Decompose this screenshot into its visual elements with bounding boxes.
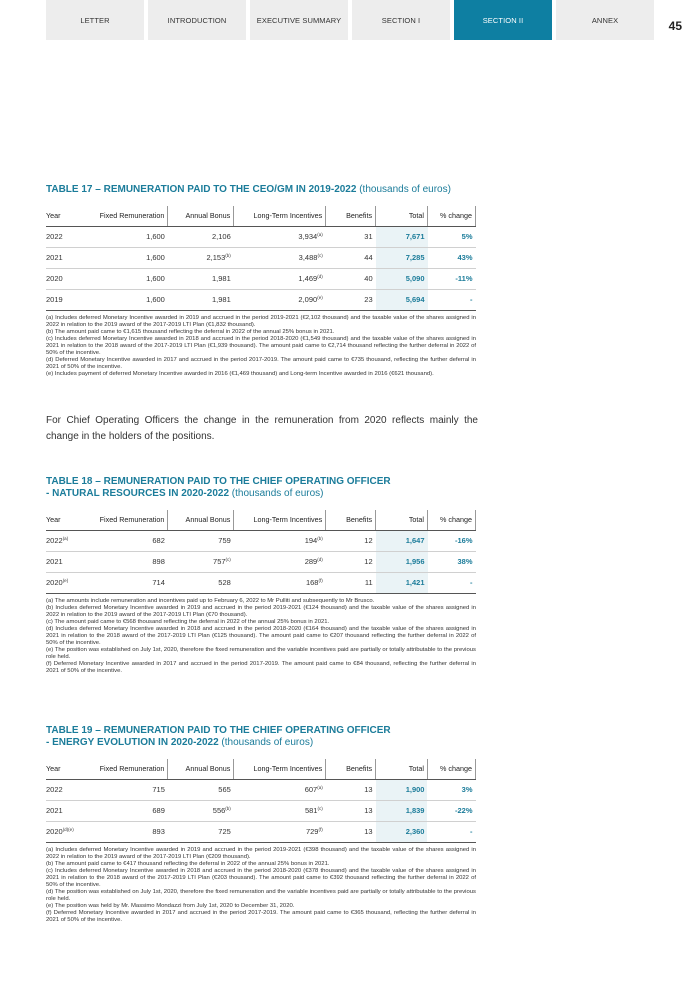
footnote: (d) Deferred Monetary Incentive awarded in 2017 and accrued in the period 2017-2019. The amount paid came to €735 thousand, reflecting the further deferral in 2021 of 50% of the incentive. <box>46 357 476 371</box>
cell-total <box>376 821 428 842</box>
table-19-title-line2: - ENERGY EVOLUTION IN 2020-2022 <box>46 737 219 748</box>
cell-year <box>46 551 92 572</box>
footnote: (f) Deferred Monetary Incentive awarded in 2017 and accrued in the period 2017-2019. The amount paid came to €84 thousand, reflecting the further deferral in 2021 of 50% of the incentive. <box>46 661 476 675</box>
cell-lti-value: 729 <box>305 827 319 836</box>
cell-change <box>428 268 476 289</box>
col-year: Year <box>46 759 92 779</box>
cell-fixed-value: 682 <box>152 536 165 545</box>
cell-benefits-value: 12 <box>364 536 373 545</box>
footnote-ref: (f) <box>318 578 323 583</box>
table-19-body <box>46 779 476 842</box>
footnote-ref: (a) <box>62 536 69 541</box>
cell-lti <box>234 247 326 268</box>
table-18-section <box>46 476 476 676</box>
cell-total-value: 1,900 <box>405 785 425 794</box>
cell-total-value: 5,694 <box>405 295 425 304</box>
table-18-body <box>46 530 476 593</box>
cell-change <box>428 226 476 247</box>
cell-lti <box>234 821 326 842</box>
table-row <box>46 800 476 821</box>
tab-executive-summary[interactable]: EXECUTIVE SUMMARY <box>250 0 348 40</box>
cell-fixed-value: 689 <box>152 806 165 815</box>
cell-benefits-value: 23 <box>364 295 373 304</box>
col-benefits: Benefits <box>326 510 376 530</box>
footnote: (a) The amounts include remuneration and incentives paid up to February 6, 2022 to Mr Pulliti and subsequently to Mr Brusco. <box>46 597 375 604</box>
cell-benefits-value: 12 <box>364 557 373 566</box>
col-fixed: Fixed Remuneration <box>92 206 168 226</box>
cell-fixed <box>92 226 168 247</box>
footnote-ref: (c) <box>317 253 323 258</box>
cell-change-value: 38% <box>457 557 473 566</box>
cell-bonus <box>168 800 234 821</box>
cell-fixed <box>92 268 168 289</box>
table-row <box>46 289 476 310</box>
table-17-section <box>46 184 476 378</box>
cell-benefits-value: 44 <box>364 253 373 262</box>
cell-lti <box>234 530 326 551</box>
cell-fixed-value: 714 <box>152 578 165 587</box>
cell-year <box>46 800 92 821</box>
col-fixed: Fixed Remuneration <box>92 510 168 530</box>
cell-bonus <box>168 289 234 310</box>
footnote-ref: (c) <box>225 557 231 562</box>
cell-benefits <box>326 821 376 842</box>
cell-total-value: 7,285 <box>405 253 425 262</box>
cell-lti <box>234 800 326 821</box>
table-row <box>46 226 476 247</box>
cell-lti-value: 607 <box>304 785 318 794</box>
col-lti: Long-Term Incentives <box>234 206 326 226</box>
cell-lti-value: 194 <box>304 536 318 545</box>
footnote: (c) Includes deferred Monetary Incentive awarded in 2018 and accrued in the period 2018-2020 (€1,549 thousand) and the taxable value of the shares assigned in 2021 in relation to the 2018 award of the 2017-2019 LTI Plan (€1,939 thousand). The amount paid came to €2,714 thousand reflecting the further deferral in 2022 of 50% of the incentive. <box>46 335 476 356</box>
cell-fixed <box>92 551 168 572</box>
cell-change-value: -16% <box>454 536 473 545</box>
table-19-title <box>46 725 476 749</box>
cell-total <box>376 779 428 800</box>
table-row <box>46 247 476 268</box>
table-17-notes <box>46 315 476 379</box>
cell-lti-value: 3,934 <box>298 232 318 241</box>
col-bonus: Annual Bonus <box>168 510 234 530</box>
cell-bonus <box>168 779 234 800</box>
table-row <box>46 572 476 593</box>
footnote: (e) Includes payment of deferred Monetary Incentive awarded in 2016 (€1,469 thousand) and Long-term Incentive awarded in 2016 (€621 thousand). <box>46 371 434 378</box>
table-17-unit: (thousands of euros) <box>356 184 451 195</box>
footnote: (b) Includes deferred Monetary Incentive awarded in 2019 and accrued in the period 2019-2021 (€124 thousand) and the taxable value of the shares assigned in 2022 in relation to the 2019 award of the 2017-2019 LTI Plan (€70 thousand). <box>46 604 476 618</box>
cell-fixed-value: 1,600 <box>146 232 165 241</box>
cell-bonus <box>168 247 234 268</box>
cell-total <box>376 226 428 247</box>
cell-bonus <box>168 551 234 572</box>
cell-lti-value: 581 <box>304 806 318 815</box>
cell-bonus-value: 1,981 <box>212 274 231 283</box>
tab-letter[interactable]: LETTER <box>46 0 144 40</box>
cell-total-value: 7,671 <box>405 232 425 241</box>
col-change: % change <box>428 510 476 530</box>
cell-total <box>376 289 428 310</box>
col-total: Total <box>376 759 428 779</box>
col-total: Total <box>376 510 428 530</box>
cell-year-value: 2020 <box>46 827 63 836</box>
col-change: % change <box>427 759 475 779</box>
footnote-ref: (a) <box>317 785 323 790</box>
cell-bonus-value: 757 <box>213 557 226 566</box>
cell-fixed-value: 1,600 <box>146 253 165 262</box>
cell-fixed-value: 715 <box>152 785 165 794</box>
cell-lti <box>234 226 326 247</box>
cell-total <box>376 268 428 289</box>
cell-fixed-value: 898 <box>152 557 165 566</box>
cell-fixed-value: 1,600 <box>146 274 165 283</box>
cell-bonus <box>168 821 234 842</box>
cell-change-value: - <box>470 827 473 836</box>
tab-annex[interactable]: ANNEX <box>556 0 654 40</box>
cell-change-value: 43% <box>457 253 473 262</box>
cell-change <box>428 530 476 551</box>
cell-benefits <box>326 268 376 289</box>
cell-bonus-value: 725 <box>218 827 231 836</box>
table-19-unit: (thousands of euros) <box>218 737 314 748</box>
cell-total <box>376 572 428 593</box>
cell-total <box>376 530 428 551</box>
cell-bonus-value: 565 <box>218 785 231 794</box>
col-lti: Long-Term Incentives <box>234 759 326 779</box>
cell-lti-value: 2,090 <box>298 295 318 304</box>
table-row <box>46 821 476 842</box>
table-18 <box>46 510 476 594</box>
cell-total-value: 2,360 <box>405 827 425 836</box>
cell-benefits <box>326 551 376 572</box>
footnote: (d) The position was established on July 1st, 2020, therefore the fixed remuneration and the variable incentives paid are partially or totally attributable to the previous role held. <box>46 889 476 903</box>
cell-fixed <box>92 800 168 821</box>
footnote-ref: (e) <box>317 295 323 300</box>
table-18-notes <box>46 598 476 676</box>
cell-year-value: 2019 <box>46 295 63 304</box>
cell-year-value: 2021 <box>46 806 63 815</box>
cell-year-value: 2022 <box>46 785 63 794</box>
col-bonus: Annual Bonus <box>168 759 234 779</box>
cell-year-value: 2022 <box>46 536 63 545</box>
cell-lti-value: 3,488 <box>298 253 318 262</box>
cell-fixed-value: 893 <box>152 827 165 836</box>
table-header-row <box>46 510 476 530</box>
cell-change <box>428 551 476 572</box>
col-bonus: Annual Bonus <box>168 206 234 226</box>
cell-total-value: 1,647 <box>405 536 425 545</box>
cell-benefits <box>326 289 376 310</box>
cell-benefits <box>326 226 376 247</box>
cell-benefits <box>326 779 376 800</box>
cell-year-value: 2022 <box>46 232 63 241</box>
cell-bonus <box>168 572 234 593</box>
table-row <box>46 779 476 800</box>
cell-lti <box>234 779 326 800</box>
cell-total-value: 1,839 <box>405 806 425 815</box>
table-17-title-text: TABLE 17 – REMUNERATION PAID TO THE CEO/GM IN 2019-2022 <box>46 184 357 195</box>
cell-year <box>46 821 92 842</box>
cell-bonus-value: 528 <box>218 578 231 587</box>
cell-year <box>46 226 92 247</box>
col-benefits: Benefits <box>326 206 376 226</box>
cell-total-value: 1,956 <box>405 557 425 566</box>
cell-total <box>376 551 428 572</box>
table-19 <box>46 759 476 843</box>
table-header-row <box>46 759 476 779</box>
cell-change <box>427 800 475 821</box>
cell-year <box>46 572 92 593</box>
footnote: (b) The amount paid came to €1,615 thousand reflecting the deferral in 2022 of the annual 25% bonus in 2021. <box>46 328 335 335</box>
cell-total-value: 5,090 <box>405 274 425 283</box>
cell-year <box>46 530 92 551</box>
cell-lti-value: 289 <box>304 557 318 566</box>
footnote-ref: (c) <box>317 806 323 811</box>
col-year: Year <box>46 206 92 226</box>
cell-benefits <box>326 800 376 821</box>
tab-introduction[interactable]: INTRODUCTION <box>148 0 246 40</box>
cell-year <box>46 779 92 800</box>
cell-bonus <box>168 226 234 247</box>
footnote: (a) Includes deferred Monetary Incentive awarded in 2019 and accrued in the period 2019-2021 (€398 thousand) and the taxable value of the shares assigned in 2022 in relation to the 2019 award of the 2017-2019 LTI Plan (€209 thousand). <box>46 846 476 860</box>
table-row <box>46 530 476 551</box>
cell-benefits <box>326 530 376 551</box>
cell-bonus <box>168 268 234 289</box>
table-19-title-line1: TABLE 19 – REMUNERATION PAID TO THE CHIEF OPERATING OFFICER <box>46 725 391 736</box>
footnote: (e) The position was held by Mr. Massimo Mondazzi from July 1st, 2020 to December 31, 2020. <box>46 903 295 910</box>
cell-bonus-value: 2,153 <box>206 253 226 262</box>
cell-lti <box>234 551 326 572</box>
cell-lti-value: 168 <box>305 578 319 587</box>
cell-year-value: 2020 <box>46 578 63 587</box>
cell-change <box>427 779 475 800</box>
footnote-ref: (f) <box>318 827 323 832</box>
table-19-section <box>46 725 476 925</box>
cell-change-value: - <box>470 578 473 587</box>
cell-fixed <box>92 821 168 842</box>
section-tabs <box>46 0 658 40</box>
cell-change <box>428 572 476 593</box>
footnote: (c) The amount paid came to €568 thousand reflecting the deferral in 2022 of the annual 25% bonus in 2021. <box>46 618 330 625</box>
col-fixed: Fixed Remuneration <box>92 759 168 779</box>
col-change: % change <box>428 206 476 226</box>
cell-change-value: -11% <box>455 274 473 283</box>
cell-benefits-value: 13 <box>364 785 373 794</box>
cell-benefits-value: 13 <box>364 806 373 815</box>
cell-bonus-value: 556 <box>212 806 226 815</box>
cell-lti <box>234 572 326 593</box>
cell-benefits-value: 31 <box>364 232 373 241</box>
cell-change <box>428 289 476 310</box>
footnote-ref: (b) <box>317 536 323 541</box>
footnote-ref: (e) <box>62 578 69 583</box>
footnote-ref: (d) <box>317 557 323 562</box>
cell-fixed <box>92 779 168 800</box>
cell-total <box>376 247 428 268</box>
cell-total-value: 1,421 <box>405 578 425 587</box>
body-paragraph: For Chief Operating Officers the change in the remuneration from 2020 reflects mainly the change in the holders of the positions. <box>46 415 478 442</box>
table-19-notes <box>46 847 476 925</box>
footnote: (d) Includes deferred Monetary Incentive awarded in 2018 and accrued in the period 2018-2020 (€164 thousand) and the taxable value of the shares assigned in 2021 in relation to the 2018 award of the 2017-2019 LTI Plan (€125 thousand). The amount paid came to €207 thousand reflecting the further deferral in 2022 of 50% of the incentive. <box>46 625 476 647</box>
tab-section-i[interactable]: SECTION I <box>352 0 450 40</box>
footnote-ref: (d)(e) <box>62 827 74 832</box>
table-header-row <box>46 206 476 226</box>
footnote-ref: (b) <box>225 806 231 811</box>
cell-benefits <box>326 572 376 593</box>
table-17-title <box>46 184 476 196</box>
footnote: (f) Deferred Monetary Incentive awarded in 2017 and accrued in the period 2017-2019. The amount paid came to €365 thousand, reflecting the further deferral in 2021 of 50% of the incentive. <box>46 910 476 924</box>
table-18-title-line2: - NATURAL RESOURCES IN 2020-2022 <box>46 488 230 499</box>
cell-lti <box>234 268 326 289</box>
table-row <box>46 268 476 289</box>
footnote-ref: (b) <box>225 253 231 258</box>
cell-benefits-value: 11 <box>364 578 373 587</box>
cell-fixed <box>92 289 168 310</box>
table-row <box>46 551 476 572</box>
cell-change <box>428 247 476 268</box>
footnote: (a) Includes deferred Monetary Incentive awarded in 2019 and accrued in the period 2019-2021 (€2,102 thousand) and the taxable value of the shares assigned in 2022 in relation to the 2019 award of the 2017-2019 LTI Plan (€1,832 thousand). <box>46 314 476 328</box>
cell-benefits-value: 13 <box>364 827 373 836</box>
cell-year-value: 2021 <box>46 557 63 566</box>
cell-change-value: 5% <box>461 232 473 241</box>
footnote-ref: (d) <box>317 274 323 279</box>
footnote-ref: (a) <box>317 232 323 237</box>
table-18-title-line1: TABLE 18 – REMUNERATION PAID TO THE CHIEF OPERATING OFFICER <box>46 476 391 487</box>
tab-section-ii[interactable]: SECTION II <box>454 0 552 40</box>
footnote: (c) Includes deferred Monetary Incentive awarded in 2018 and accrued in the period 2018-2020 (€378 thousand) and the taxable value of the shares assigned in 2021 in relation to the 2018 award of the 2017-2019 LTI Plan (€203 thousand). The amount paid came to €392 thousand reflecting the further deferral in 2022 of 50% of the incentive. <box>46 867 476 888</box>
table-18-title <box>46 476 476 500</box>
cell-year-value: 2020 <box>46 274 63 283</box>
cell-lti-value: 1,469 <box>298 274 318 283</box>
cell-fixed <box>92 247 168 268</box>
footnote: (b) The amount paid came to €417 thousand reflecting the deferral in 2022 of the annual 25% bonus in 2021. <box>46 860 330 867</box>
page-number: 45 <box>668 19 682 33</box>
cell-change <box>427 821 475 842</box>
cell-fixed-value: 1,600 <box>146 295 165 304</box>
cell-year <box>46 268 92 289</box>
footnote: (e) The position was established on July 1st, 2020, therefore the fixed remuneration and the variable incentives paid are partially or totally attributable to the previous role held. <box>46 647 476 661</box>
table-18-unit: (thousands of euros) <box>229 488 324 499</box>
cell-lti <box>234 289 326 310</box>
cell-bonus <box>168 530 234 551</box>
cell-change-value: -22% <box>454 806 473 815</box>
cell-total <box>376 800 428 821</box>
table-17 <box>46 206 476 311</box>
cell-benefits-value: 40 <box>364 274 373 283</box>
col-benefits: Benefits <box>326 759 376 779</box>
cell-bonus-value: 759 <box>218 536 231 545</box>
cell-bonus-value: 2,106 <box>212 232 231 241</box>
cell-year-value: 2021 <box>46 253 63 262</box>
cell-year <box>46 247 92 268</box>
cell-fixed <box>92 572 168 593</box>
cell-fixed <box>92 530 168 551</box>
cell-year <box>46 289 92 310</box>
cell-bonus-value: 1,981 <box>212 295 231 304</box>
cell-benefits <box>326 247 376 268</box>
cell-change-value: - <box>470 295 473 304</box>
col-total: Total <box>376 206 428 226</box>
table-17-body <box>46 226 476 310</box>
cell-change-value: 3% <box>461 785 473 794</box>
col-lti: Long-Term Incentives <box>234 510 326 530</box>
col-year: Year <box>46 510 92 530</box>
